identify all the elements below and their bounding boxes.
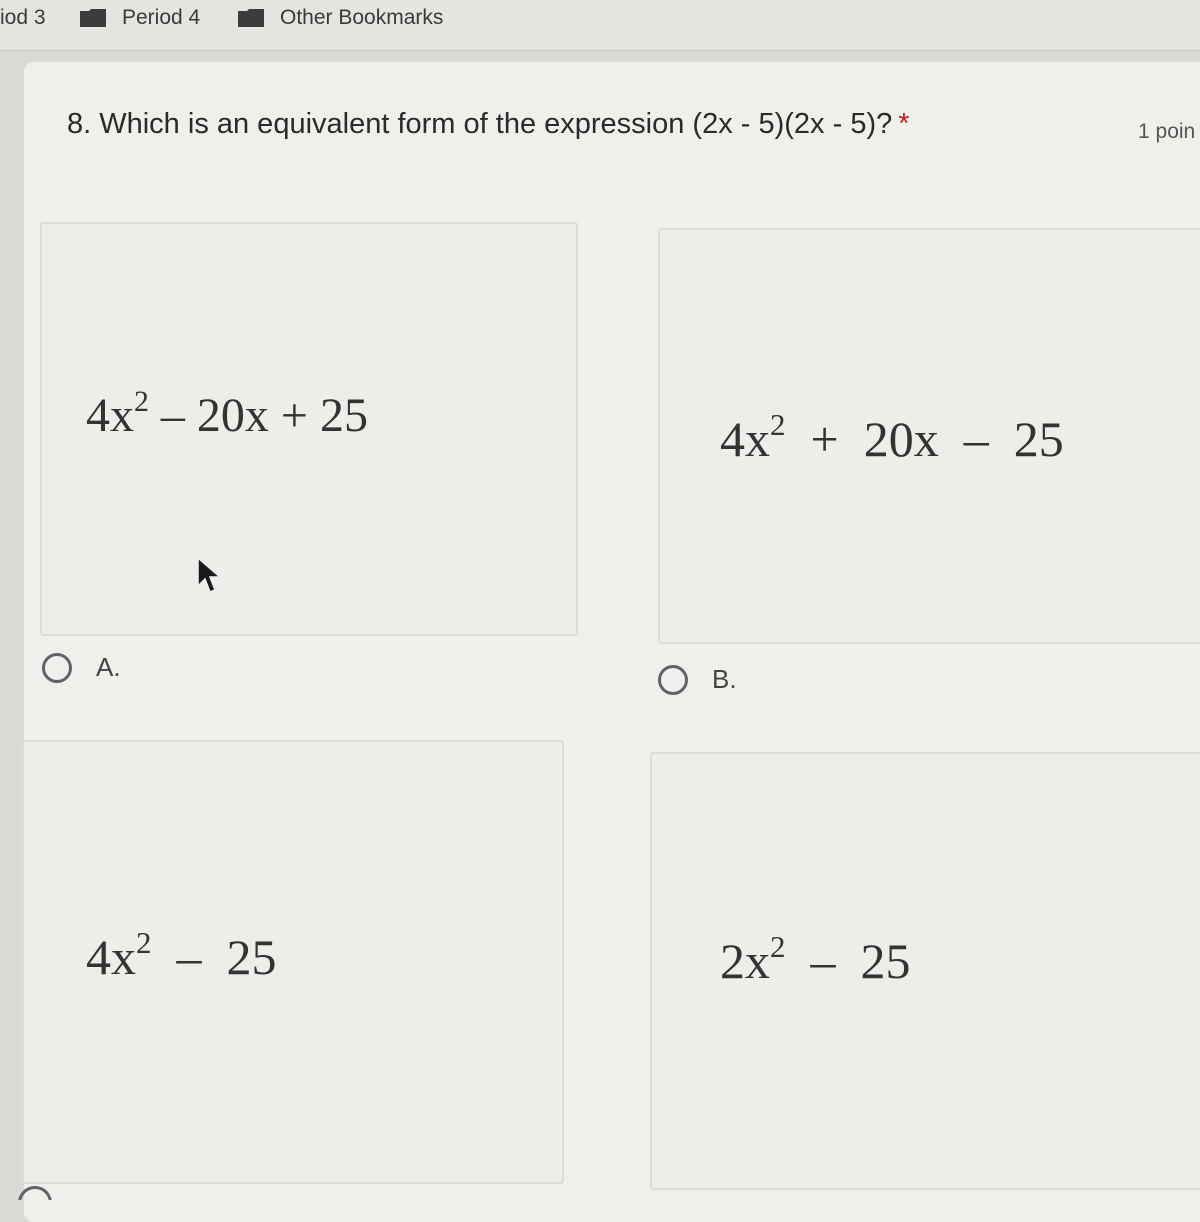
option-c-radio[interactable] [18,1186,52,1200]
bookmark-other[interactable] [238,6,443,30]
expr-rest: – 20x + 25 [148,389,368,442]
option-b-row[interactable] [658,664,737,695]
expr-coef: 4x [720,411,770,467]
folder-icon [238,9,264,27]
points-label: 1 poin [1138,120,1196,143]
expr-exponent: 2 [770,929,786,965]
bookmark-label: Period 4 [122,6,201,29]
option-c-row[interactable] [18,1186,58,1200]
mouse-cursor-icon [196,556,224,601]
bookmark-label: iod 3 [0,6,46,29]
option-a-expression [86,385,368,443]
question-text: 8. Which is an equivalent form of the expression (2x - 5)(2x - 5)? [67,108,893,140]
expr-exponent: 2 [770,407,786,443]
question-title [67,108,910,141]
option-b-letter: B. [712,664,737,694]
bookmark-period-3[interactable] [0,6,46,30]
option-d-expression [720,929,911,990]
expr-coef: 4x [86,929,136,985]
bookmark-period-4[interactable] [80,6,200,30]
expr-rest: + 20x – 25 [785,411,1064,467]
option-b-radio[interactable] [658,665,688,695]
expr-rest: – 25 [785,933,911,989]
option-a-row[interactable] [42,652,121,683]
folder-icon [80,9,106,27]
expr-coef: 4x [86,389,134,442]
expr-exponent: 2 [136,925,152,961]
expr-coef: 2x [720,933,770,989]
required-marker: * [898,108,910,140]
option-c-expression [86,925,277,986]
option-a-letter: A. [96,652,121,682]
option-a-radio[interactable] [42,653,72,683]
option-b-expression [720,407,1064,468]
expr-rest: – 25 [151,929,277,985]
bookmark-label: Other Bookmarks [280,6,444,29]
bookmarks-bar [0,0,1200,51]
expr-exponent: 2 [134,385,149,419]
